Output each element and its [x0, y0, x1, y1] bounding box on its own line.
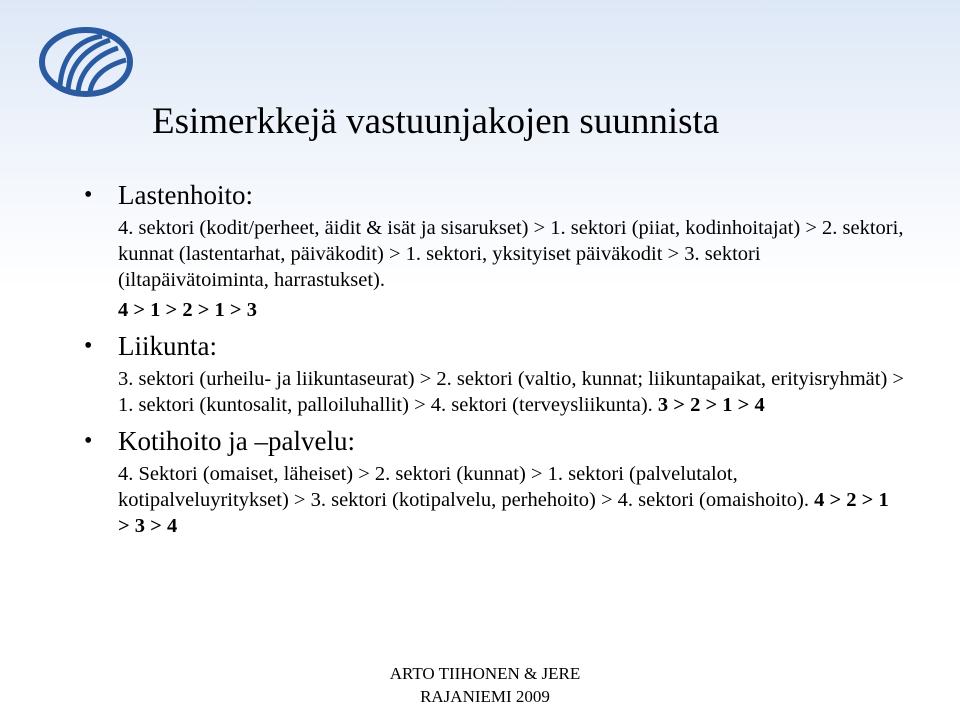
bullet-icon: • [84, 333, 93, 359]
section-heading-text: Lastenhoito: [118, 180, 253, 210]
section-heading [84, 329, 904, 363]
section-body [84, 461, 904, 539]
section-body [84, 215, 904, 323]
section-sequence: 4 > 1 > 2 > 1 > 3 [118, 299, 257, 321]
section-heading-text: Liikunta: [118, 331, 217, 361]
section-heading [84, 178, 904, 212]
footer-line-2: RAJANIEMI 2009 [420, 687, 550, 706]
section-sequence: 4 > 2 > 1 > 3 > 4 [118, 489, 889, 537]
section-sequence: 3 > 2 > 1 > 4 [657, 394, 765, 416]
section-text: 3. sektori (urheilu- ja liikuntaseurat) > 2. sektori (valtio, kunnat; liikuntapaikat, erityisryhmät) > 1. sektori (kuntosalit, palloiluhallit) > 4. sektori (terveysliikunta). [118, 368, 904, 416]
slide-title: Esimerkkejä vastuunjakojen suunnista [152, 101, 720, 142]
bullet-icon: • [84, 182, 93, 208]
section-liikunta [84, 329, 904, 418]
section-text: 4. Sektori (omaiset, läheiset) > 2. sektori (kunnat) > 1. sektori (palvelutalot, kotipalveluyritykset) > 3. sektori (kotipalvelu, perhehoito) > 4. sektori (omaishoito). [118, 463, 809, 511]
section-heading [84, 424, 904, 458]
logo-icon [38, 26, 134, 98]
section-lastenhoito [84, 178, 904, 323]
section-body [84, 366, 904, 418]
section-kotihoito [84, 424, 904, 539]
slide-content [84, 178, 904, 545]
bullet-icon: • [84, 428, 93, 454]
footer-credit [360, 662, 610, 708]
footer-line-1: ARTO TIIHONEN & JERE [389, 664, 581, 683]
section-heading-text: Kotihoito ja –palvelu: [118, 426, 355, 456]
section-text: 4. sektori (kodit/perheet, äidit & isät ja sisarukset) > 1. sektori (piiat, kodinhoitajat) > 2. sektori, kunnat (lastentarhat, päiväkodit) > 1. sektori, yksityiset päiväkodit > 3. sektori (iltapäivätoiminta, harrastukset). [118, 217, 904, 291]
